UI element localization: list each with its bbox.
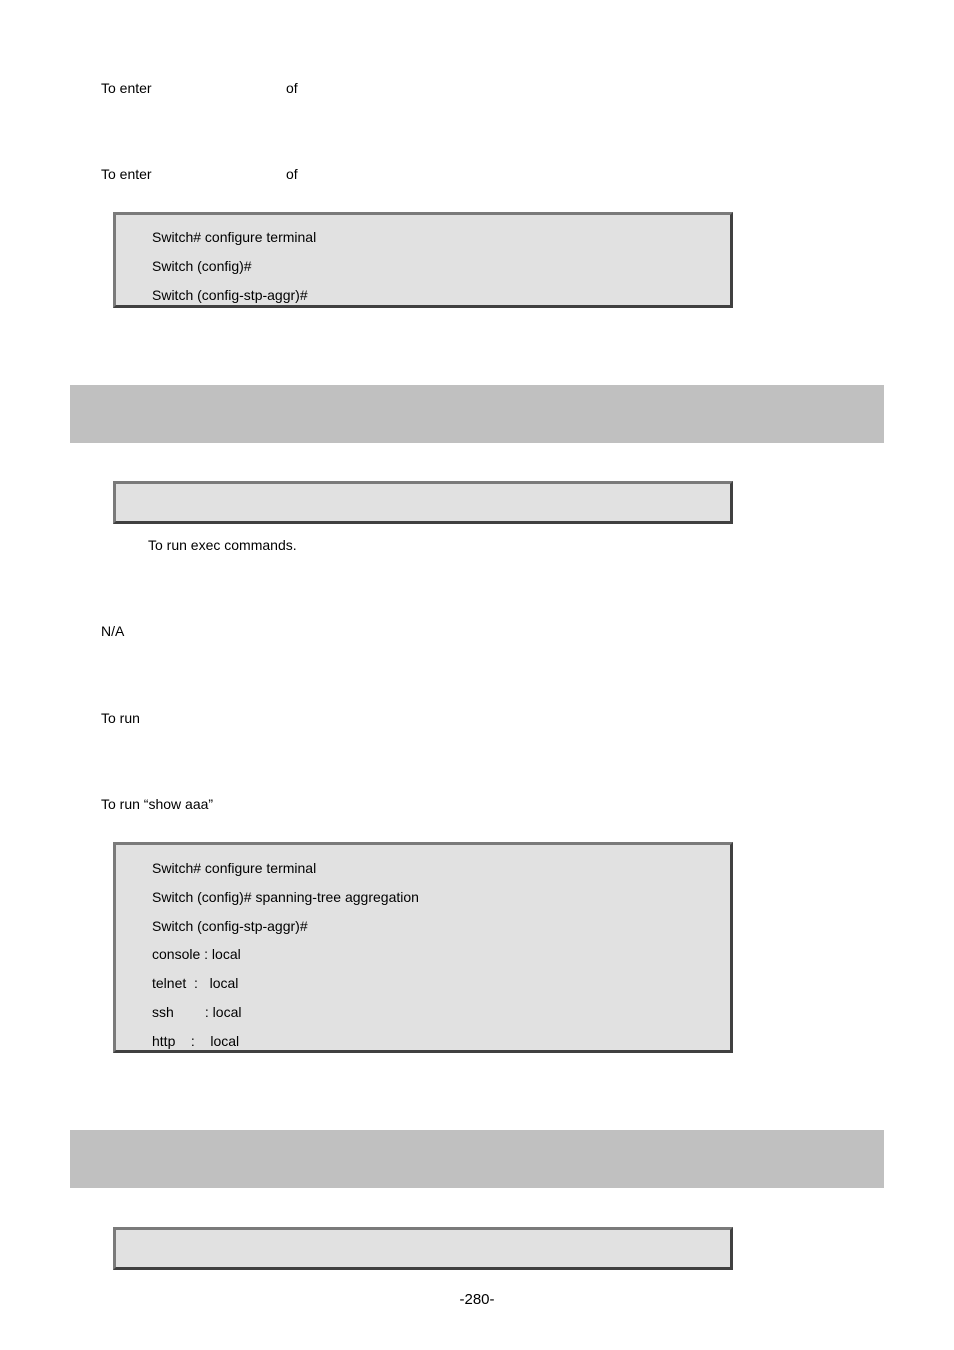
syntax-box-2	[113, 1227, 733, 1270]
code-line: Switch# configure terminal	[152, 229, 317, 245]
code-line: Switch (config-stp-aggr)#	[152, 918, 308, 934]
example-code-box-2	[113, 842, 733, 1053]
code-line: telnet : local	[152, 975, 239, 991]
usage-text: To run	[101, 710, 140, 726]
code-line: Switch (config-stp-aggr)#	[152, 287, 308, 303]
syntax-box-1	[113, 481, 733, 524]
section-header-band-1	[70, 385, 884, 443]
section-header-band-2	[70, 1130, 884, 1188]
command-description: To run exec commands.	[148, 537, 297, 553]
code-line: http : local	[152, 1033, 240, 1049]
code-line: Switch (config)#	[152, 258, 252, 274]
example-caption: To run “show aaa”	[101, 796, 214, 812]
intro-text-1: To enter	[101, 80, 152, 96]
intro-text-1-of: of	[286, 80, 298, 96]
code-line: console : local	[152, 946, 241, 962]
code-line: Switch# configure terminal	[152, 860, 317, 876]
intro-text-2-of: of	[286, 166, 298, 182]
default-value: N/A	[101, 623, 125, 639]
code-line: ssh : local	[152, 1004, 242, 1020]
page-number: -280-	[459, 1291, 495, 1308]
code-line: Switch (config)# spanning-tree aggregation	[152, 889, 419, 905]
example-code-box-1	[113, 212, 733, 308]
intro-text-2: To enter	[101, 166, 152, 182]
